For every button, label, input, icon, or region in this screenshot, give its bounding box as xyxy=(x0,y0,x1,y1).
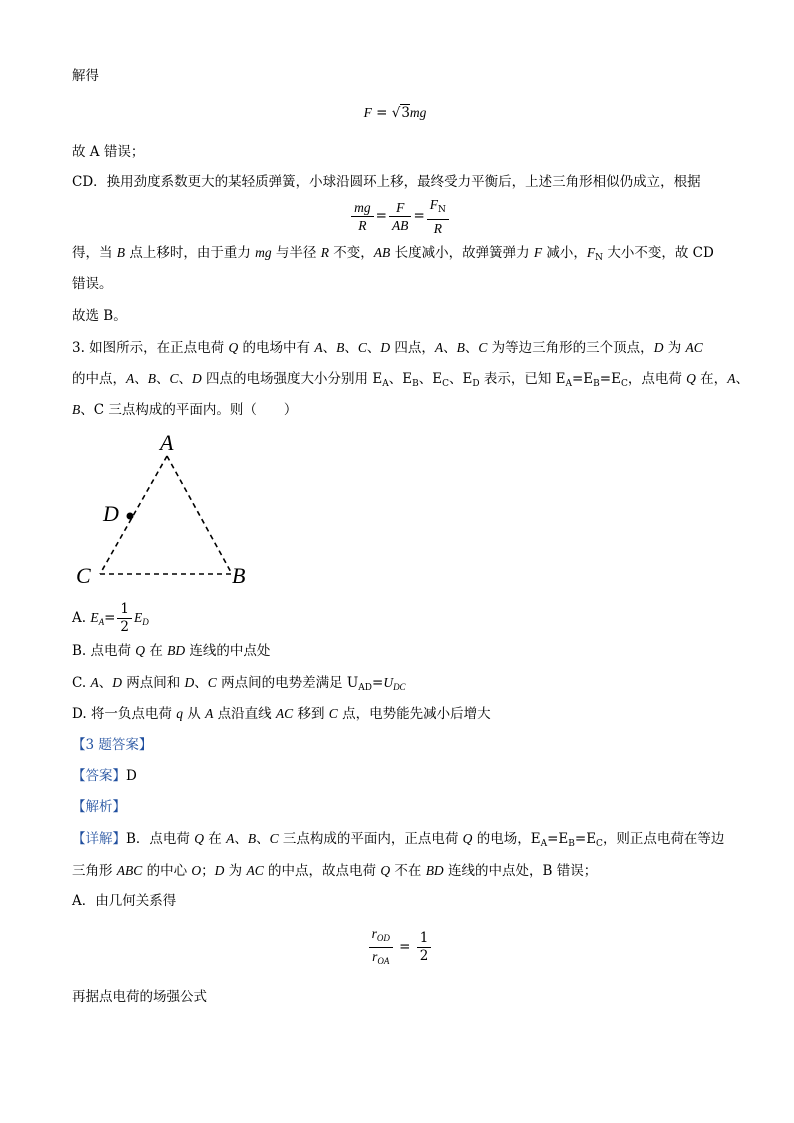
text-a-wrong: 故 A 错误； xyxy=(72,144,145,160)
detail-line1: 【详解】B．点电荷 Q 在 A、B、C 三点构成的平面内，正点电荷 Q 的电场，$E_A=E_B=E_C$，则正点电荷在等边 xyxy=(72,831,725,849)
question-3-line1: 3. 如图所示，在正点电荷 Q 的电场中有 A、B、C、D 四点，A、B、C 为等边三角形的三个顶点，D 为 AC xyxy=(72,340,703,356)
text-cd-reason: 得，当 B 点上移时，由于重力 mg 与半径 R 不变，AB 长度减小，故弹簧弹力 F 减小，$F_N$ 大小不变，故 CD xyxy=(72,245,714,263)
detail-line2: 三角形 ABC 的中心 O；D 为 AC 的中点，故点电荷 Q 不在 BD 连线的中点处，B 错误； xyxy=(72,863,598,879)
equation-f-sqrt3mg: F = √3mg xyxy=(363,105,427,121)
point-d xyxy=(127,513,134,520)
triangle-figure xyxy=(70,428,270,593)
option-c: C. A、D 两点间和 D、C 两点间的电势差满足 $U_{AD}=U_{DC}$ xyxy=(72,675,406,693)
option-b: B. 点电荷 Q 在 BD 连线的中点处 xyxy=(72,643,271,659)
detail-line4: 再据点电荷的场强公式 xyxy=(72,989,207,1005)
answer-tag: 【3 题答案】 xyxy=(72,737,153,753)
analysis-tag: 【解析】 xyxy=(72,799,126,815)
text-choose-b: 故选 B。 xyxy=(72,308,127,324)
question-3-line2: 的中点，A、B、C、D 四点的电场强度大小分别用 $E_A$、$E_B$、$E_C$、$E_D$ 表示，已知 $E_A=E_B=E_C$，点电荷 Q 在，A、 xyxy=(72,371,749,389)
text-cd-wrong: 错误。 xyxy=(72,276,113,292)
text-cd-para: CD．换用劲度系数更大的某轻质弹簧，小球沿圆环上移，最终受力平衡后，上述三角形相似仍成立，根据 xyxy=(72,174,701,190)
equation-similar-triangles: $\frac{mg}{R}$ = $\frac{F}{AB}$ = $\frac{F_N}{R}$ xyxy=(330,196,470,237)
question-3-line3: B、C 三点构成的平面内。则（ ） xyxy=(72,402,298,418)
answer-line: 【答案】D xyxy=(72,768,137,784)
label-b: B xyxy=(232,563,246,588)
option-a: A. $E_A=$ $\frac{1}{2}$ $E_D$ xyxy=(72,601,149,635)
label-d: D xyxy=(103,501,119,526)
text-jiede: 解得 xyxy=(72,68,99,84)
edge-ab xyxy=(167,456,232,574)
label-a: A xyxy=(160,430,174,455)
label-c: C xyxy=(76,563,91,588)
detail-line3: A．由几何关系得 xyxy=(72,893,177,909)
equation-r-ratio: $\frac{r_{OD}}{r_{OA}}$ = $\frac{1}{2}$ xyxy=(350,925,450,970)
option-d: D. 将一负点电荷 q 从 A 点沿直线 AC 移到 C 点，电势能先减小后增大 xyxy=(72,706,491,722)
